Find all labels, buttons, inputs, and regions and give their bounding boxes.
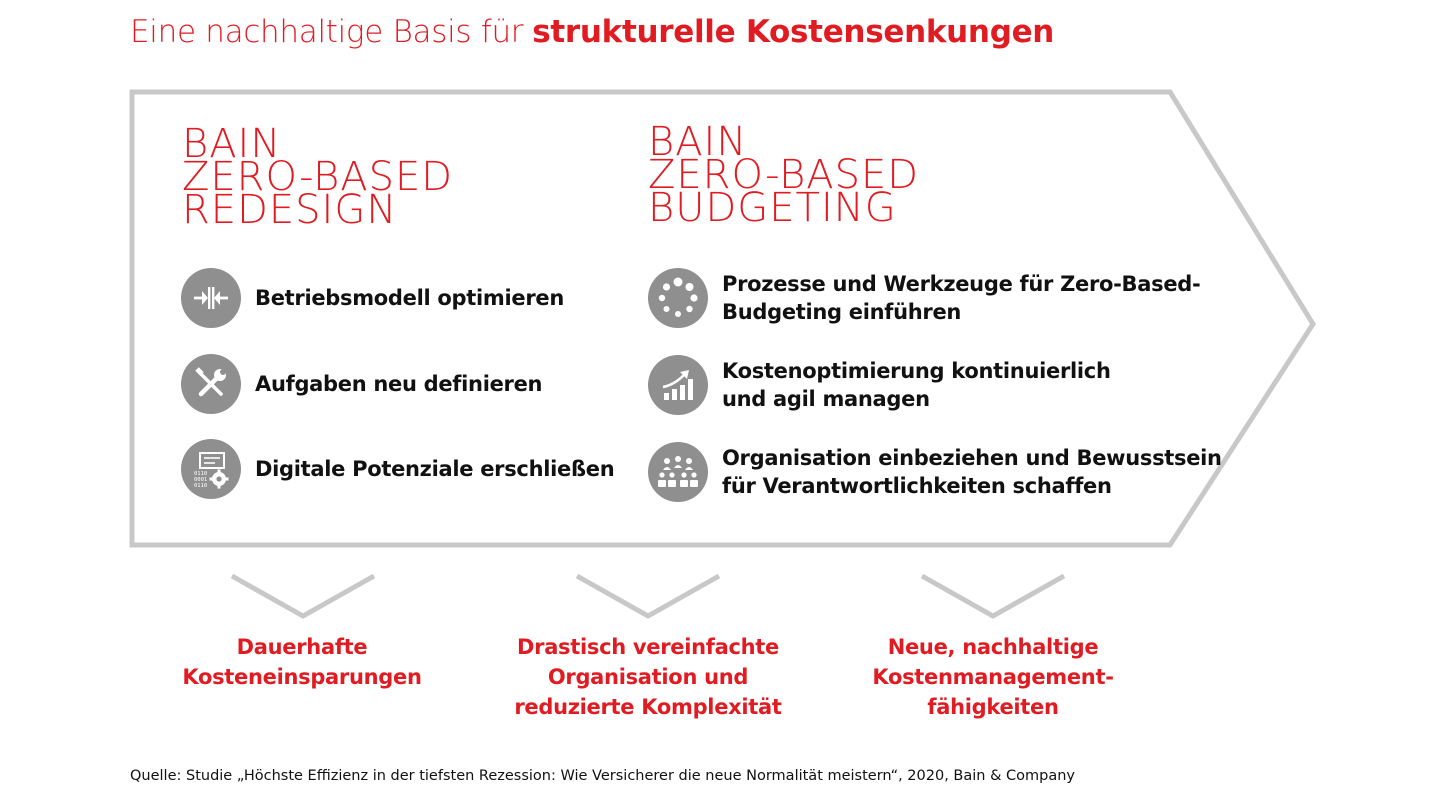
list-item — [181, 268, 564, 328]
chevron-down-icon — [232, 576, 374, 616]
outcome-1: Dauerhafte Kosteneinsparungen — [182, 635, 422, 689]
brand-line: BUDGETING — [648, 185, 897, 231]
brand-line: REDESIGN — [182, 187, 398, 233]
list-item — [181, 439, 614, 499]
compress-arrows-icon — [181, 268, 241, 328]
source-note: Quelle: Studie „Höchste Effizienz in der tiefsten Rezession: Wie Versicherer die neue Normalität meistern“, 2020, Bain & Company — [130, 768, 1075, 784]
list-item — [648, 268, 1200, 328]
outcome-3: Neue, nachhaltige Kostenmanagement- fähigkeiten — [872, 635, 1114, 719]
svg-text:0001: 0001 — [194, 477, 208, 483]
list-item — [181, 354, 542, 414]
svg-text:0110: 0110 — [194, 471, 208, 477]
title-bold: strukturelle Kostensenkungen — [532, 14, 1055, 50]
people-group-icon — [648, 442, 708, 502]
list-item — [648, 442, 1222, 502]
dots-circle-icon — [648, 268, 708, 328]
brand-line: ZERO-BASED — [648, 152, 920, 198]
brand-line: BAIN — [182, 121, 282, 167]
chevron-down-icon — [922, 576, 1064, 616]
item-label: Betriebsmodell optimieren — [255, 286, 564, 310]
brand-line: ZERO-BASED — [182, 154, 454, 200]
chevron-down-icon — [577, 576, 719, 616]
brand-redesign — [182, 121, 454, 233]
brand-budgeting — [648, 119, 920, 231]
item-label: Digitale Potenziale erschließen — [255, 457, 615, 481]
item-label: Prozesse und Werkzeuge für Zero-Based- Budgeting einführen — [722, 272, 1201, 324]
item-label: Kostenoptimierung kontinuierlich und agil managen — [722, 359, 1111, 411]
title-regular: Eine nachhaltige Basis für — [130, 14, 524, 50]
outcome-2: Drastisch vereinfachte Organisation und reduzierte Komplexität — [514, 635, 782, 719]
item-label: Organisation einbeziehen und Bewusstsein für Verantwortlichkeiten schaffen — [722, 446, 1222, 498]
svg-text:0110: 0110 — [194, 483, 208, 489]
item-label: Aufgaben neu definieren — [255, 372, 543, 396]
list-item — [648, 355, 1111, 415]
brand-line: BAIN — [648, 119, 748, 165]
digital-gear-icon — [181, 439, 241, 499]
growth-bars-icon — [648, 355, 708, 415]
wrench-screwdriver-icon — [181, 354, 241, 414]
